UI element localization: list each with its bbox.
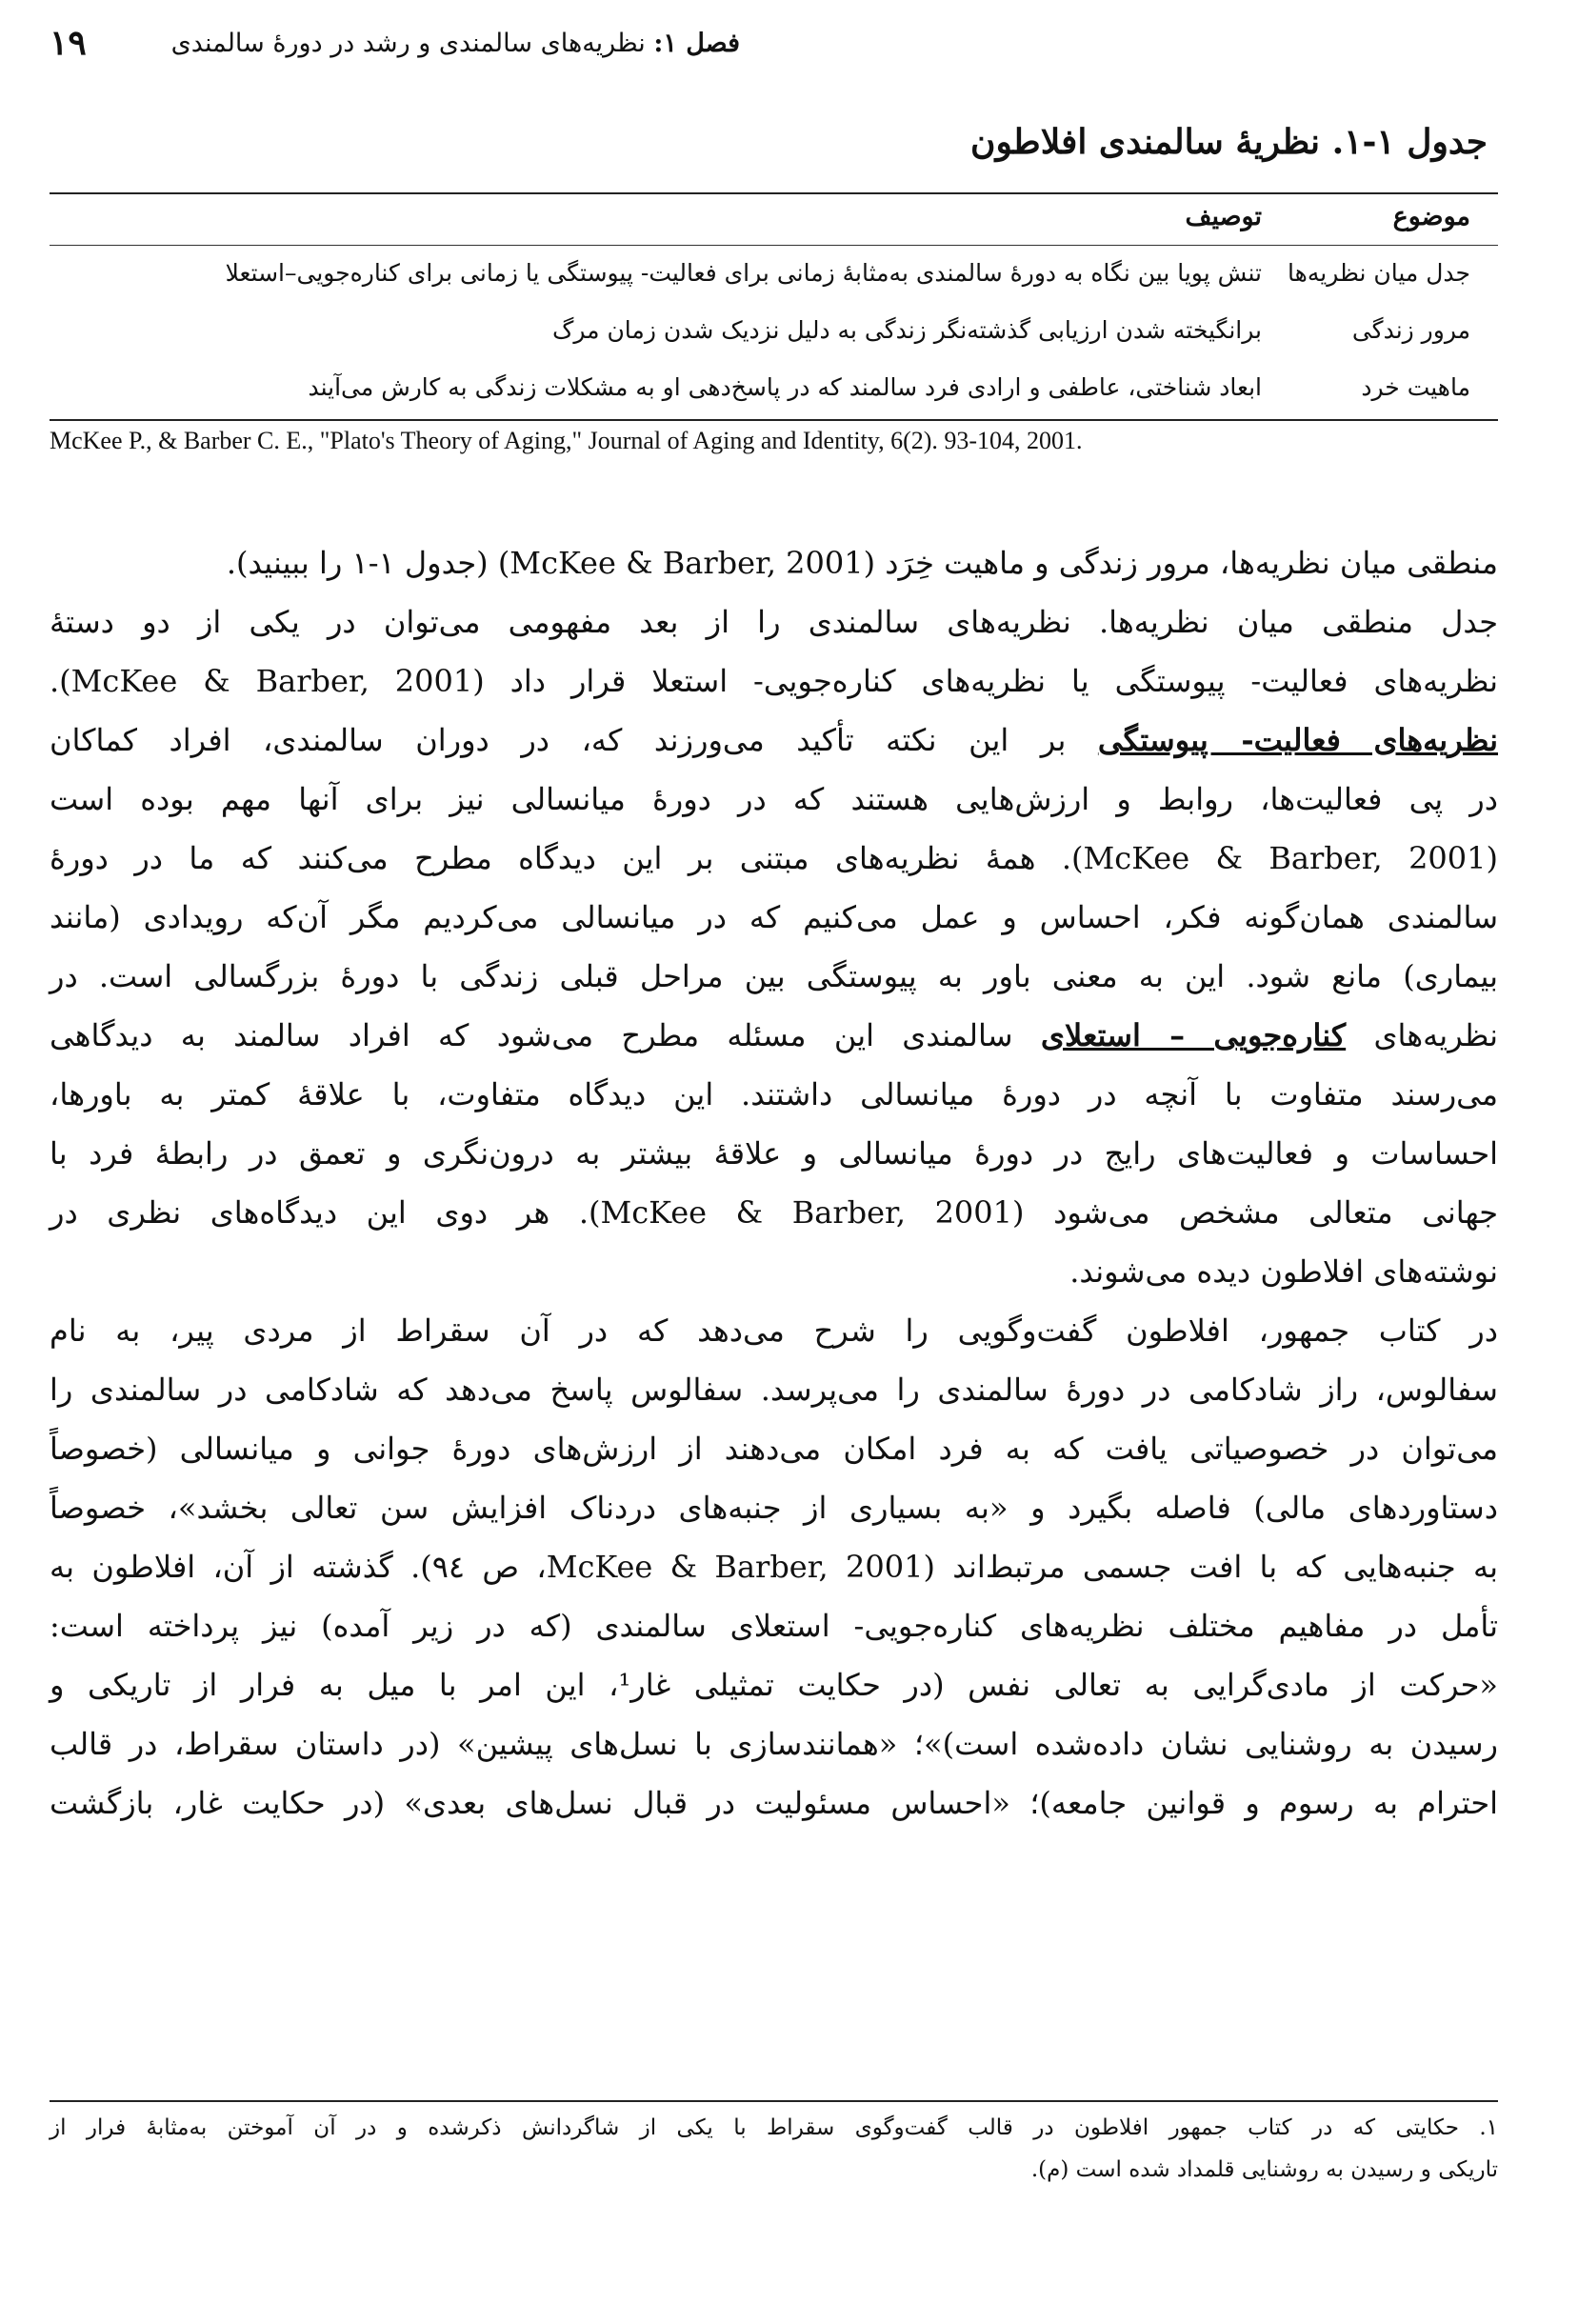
row-description: ابعاد شناختی، عاطفی و ارادی فرد سالمند که در پاسخ‌دهی او به مشکلات زندگی به کارش می‌آیند (308, 373, 1262, 401)
text-line: جهانی متعالی مشخص می‌شود (McKee & Barber, 2001). هر دوی این دیدگاه‌های نظری در (50, 1194, 1499, 1231)
running-header (171, 29, 740, 58)
page-number: ۱۹ (50, 23, 87, 63)
table-header-rule (50, 245, 1498, 246)
header-subject: موضوع (1392, 202, 1470, 231)
text-line: تأمل در مفاهیم مختلف نظریه‌های کناره‌جویی- استعلای سالمندی (که در زیر آمده) نیز پرداخته است: (50, 1608, 1498, 1644)
text-line: احساسات و فعالیت‌های رایج در دورهٔ میانسالی و علاقهٔ بیشتر به درون‌نگری و تعمق در رابطهٔ فرد با (50, 1135, 1498, 1172)
text-line: سفالوس، راز شادکامی در دورهٔ سالمندی را می‌پرسد. سفالوس پاسخ می‌دهد که شادکامی در سالمندی را (50, 1372, 1498, 1408)
table-caption: جدول ۱-۱. نظریهٔ سالمندی افلاطون (970, 122, 1488, 162)
footnote-line: تاریکی و رسیدن به روشنایی قلمداد شده است (م). (1030, 2157, 1498, 2182)
text-line: نوشته‌های افلاطون دیده می‌شوند. (1069, 1253, 1498, 1290)
text-line: سالمندی همان‌گونه فکر، احساس و عمل می‌کنیم که در میانسالی می‌کردیم مگر آن‌که رویدادی (مانند (50, 899, 1498, 935)
text-line: جدل منطقی میان نظریه‌ها. نظریه‌های سالمندی را از بعد مفهومی می‌توان در یکی از دو دستهٔ (50, 604, 1498, 640)
chapter-title: نظریه‌های سالمندی و رشد در دورهٔ سالمندی (170, 29, 646, 58)
line-text-after: سالمندی این مسئله مطرح می‌شود که افراد سالمند به دیدگاهی (50, 1017, 1041, 1053)
header-description: توصیف (1185, 202, 1262, 231)
table-top-rule (50, 192, 1498, 194)
chapter-label: فصل ۱: (653, 29, 740, 58)
text-line: به جنبه‌هایی که با افت جسمی مرتبط‌اند (McKee & Barber, 2001، ص ۹٤). گذشته از آن، افلاطون به (50, 1549, 1499, 1585)
text-line: منطقی میان نظریه‌ها، مرور زندگی و ماهیت خِرَد (McKee & Barber, 2001) (جدول ۱-۱ را ببینید). (226, 545, 1498, 581)
row-description: تنش پویا بین نگاه به دورهٔ سالمندی به‌مثابهٔ زمانی برای فعالیت- پیوستگی یا زمانی برای کناره‌جویی–استعلا (225, 259, 1262, 287)
text-line: احترام به رسوم و قوانین جامعه)؛ «احساس مسئولیت در قبال نسل‌های بعدی» (در حکایت غار، بازگشت (50, 1785, 1498, 1821)
line-text-before: نظریه‌های (1346, 1017, 1499, 1053)
row-subject: جدل میان نظریه‌ها (1288, 259, 1470, 287)
text-line: می‌توان در خصوصیاتی یافت که به فرد امکان می‌دهند از ارزش‌های دورهٔ جوانی و میانسالی (خصوصاً (50, 1431, 1499, 1467)
footnote-rule (50, 2100, 1498, 2102)
text-line: در پی فعالیت‌ها، روابط و ارزش‌هایی هستند که در دورهٔ میانسالی نیز برای آنها مهم بوده است (50, 781, 1498, 817)
footnote (50, 2107, 1498, 2191)
line-text-after: بر این نکته تأکید می‌ورزند که، در دوران سالمندی، افراد کماکان (50, 722, 1098, 758)
table-bottom-rule (50, 419, 1498, 421)
body-text (50, 533, 1498, 1833)
row-description: برانگیخته شدن ارزیابی گذشته‌نگر زندگی به دلیل نزدیک شدن زمان مرگ (551, 316, 1262, 344)
text-line (50, 711, 1498, 770)
text-line: رسیدن به روشنایی نشان داده‌شده است)»؛ «همانندسازی با نسل‌های پیشین» (در داستان سقراط، در قالب (50, 1726, 1498, 1762)
row-subject: ماهیت خرد (1361, 373, 1470, 401)
text-line: نظریه‌های فعالیت- پیوستگی یا نظریه‌های کناره‌جویی- استعلا قرار داد (McKee & Barber, 2001). (50, 663, 1499, 699)
text-line: (McKee & Barber, 2001). همهٔ نظریه‌های مبتنی بر این دیدگاه مطرح می‌کنند که ما در دورهٔ (50, 840, 1498, 876)
text-line: در کتاب جمهور، افلاطون گفت‌وگویی را شرح می‌دهد که در آن سقراط از مردی پیر، به نام (50, 1312, 1498, 1349)
text-line: بیماری) مانع شود. این به معنی باور به پیوستگی بین مراحل قبلی زندگی با دورهٔ بزرگسالی است. در (50, 958, 1499, 994)
table-source: McKee P., & Barber C. E., "Plato's Theory of Aging," Journal of Aging and Identity, 6(2). 93-104, 2001. (50, 427, 1083, 454)
footnote-line: ۱. حکایتی که در کتاب جمهور افلاطون در قالب گفت‌وگوی سقراط با یکی از شاگردانش ذکرشده و در آن آموختن به‌مثابهٔ فرار از (50, 2115, 1498, 2140)
text-line: «حرکت از مادی‌گرایی به تعالی نفس (در حکایت تمثیلی غار¹، این امر با میل به فرار از تاریکی و (50, 1667, 1498, 1703)
row-subject: مرور زندگی (1351, 316, 1470, 344)
emphasized-term: کناره‌جویی – استعلای (1040, 1017, 1347, 1053)
text-line: می‌رسند متفاوت با آنچه در دورهٔ میانسالی داشتند. این دیدگاه متفاوت، با علاقهٔ کمتر به باورها، (50, 1076, 1498, 1112)
text-line: دستاوردهای مالی) فاصله بگیرد و «به بسیاری از جنبه‌های دردناک افزایش سن تعالی بخشد»، خصوصاً (50, 1490, 1498, 1526)
text-line (50, 1006, 1498, 1065)
emphasized-term: نظریه‌های فعالیت- پیوستگی (1097, 722, 1499, 758)
